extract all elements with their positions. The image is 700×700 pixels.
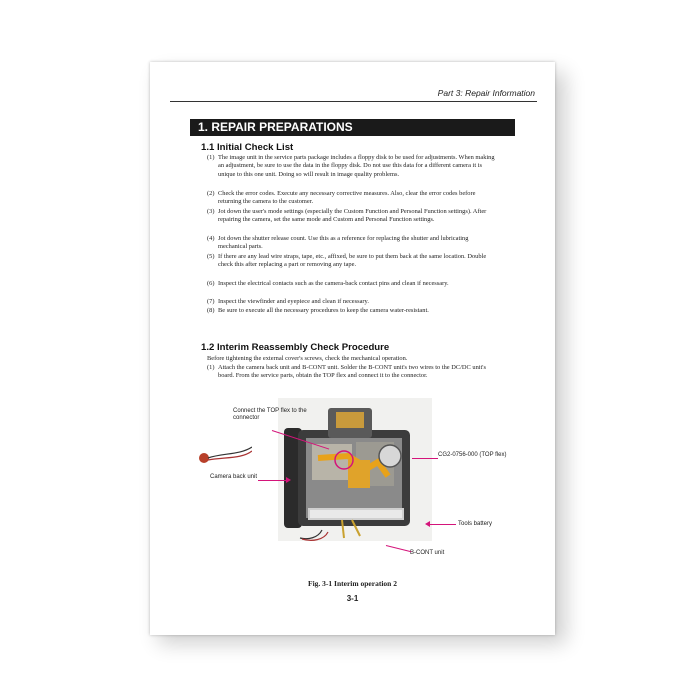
check-item bbox=[207, 307, 497, 315]
check-item bbox=[207, 154, 497, 179]
check-item-number: (5) bbox=[207, 253, 215, 260]
leader-line bbox=[412, 458, 438, 459]
check-item-number: (8) bbox=[207, 307, 215, 314]
callout-camera-back: Camera back unit bbox=[210, 474, 258, 480]
arrow-icon bbox=[425, 521, 430, 527]
check-item-text: Check the error codes. Execute any necessary corrective measures. Also, clear the error codes before returning the camera to the customer. bbox=[218, 190, 476, 206]
initial-check-heading: 1.1 Initial Check List bbox=[201, 142, 294, 153]
wire-clip-illustration bbox=[192, 437, 252, 467]
check-item-number: (4) bbox=[207, 235, 215, 242]
section-title: 1. REPAIR PREPARATIONS bbox=[190, 119, 515, 136]
check-item bbox=[207, 280, 497, 288]
check-item-text: Inspect the electrical contacts such as the camera-back contact pins and clean if necessary. bbox=[218, 280, 449, 287]
page-number: 3-1 bbox=[346, 594, 359, 603]
callout-bcont: B-CONT unit bbox=[410, 550, 445, 556]
arrow-icon bbox=[286, 477, 291, 483]
procedure-item-number: (1) bbox=[207, 364, 215, 371]
check-item bbox=[207, 235, 497, 252]
check-item-text: Inspect the viewfinder and eyepiece and clean if necessary. bbox=[218, 298, 369, 305]
running-header: Part 3: Repair Information bbox=[437, 88, 535, 98]
callout-top-flex-connector: Connect the TOP flex to the connector bbox=[233, 408, 307, 421]
document-page bbox=[150, 62, 555, 635]
check-item-text: If there are any lead wire straps, tape, etc., affixed, be sure to put them back at the same location. Double check this after replacing a part or removing any tape. bbox=[218, 253, 487, 269]
check-item-number: (6) bbox=[207, 280, 215, 287]
check-item bbox=[207, 253, 497, 270]
check-item bbox=[207, 208, 497, 225]
check-item-text: Be sure to execute all the necessary procedures to keep the camera water-resistant. bbox=[218, 307, 429, 314]
procedure-item-text: Attach the camera back unit and B-CONT unit. Solder the B-CONT unit's two wires to the DC/DC unit's board. From the service parts, obtain the TOP flex and connect it to the connector. bbox=[218, 364, 486, 380]
procedure-item bbox=[207, 364, 497, 381]
check-item-number: (1) bbox=[207, 154, 215, 161]
check-item-number: (2) bbox=[207, 190, 215, 197]
callout-part-number: CG2-0756-000 (TOP flex) bbox=[438, 452, 507, 458]
header-rule bbox=[170, 101, 537, 102]
interim-intro: Before tightening the external cover's screws, check the mechanical operation. bbox=[207, 355, 408, 362]
callout-tools-battery: Tools battery bbox=[458, 521, 493, 527]
check-item bbox=[207, 190, 497, 207]
check-item bbox=[207, 298, 497, 306]
check-item-number: (3) bbox=[207, 208, 215, 215]
check-item-text: Jot down the shutter release count. Use this as a reference for replacing the shutter and lubricating mechanical parts. bbox=[218, 235, 469, 251]
check-item-text: Jot down the user's mode settings (especially the Custom Function and Personal Function settings). After repairing the camera, set the same mode and Custom and Personal Function settings. bbox=[218, 208, 487, 224]
check-item-text: The image unit in the service parts package includes a floppy disk to be used for adjustments. When making an adjustment, be sure to use the data in the floppy disk. Do not use this data for a different camera it is unique to this one unit. Doing so will result in image quality problems. bbox=[218, 154, 495, 178]
check-item-number: (7) bbox=[207, 298, 215, 305]
leader-line bbox=[428, 524, 456, 525]
interim-reassembly-heading: 1.2 Interim Reassembly Check Procedure bbox=[201, 342, 390, 353]
leader-line bbox=[258, 480, 288, 481]
figure-caption: Fig. 3-1 Interim operation 2 bbox=[308, 579, 397, 588]
leader-line bbox=[386, 545, 411, 552]
